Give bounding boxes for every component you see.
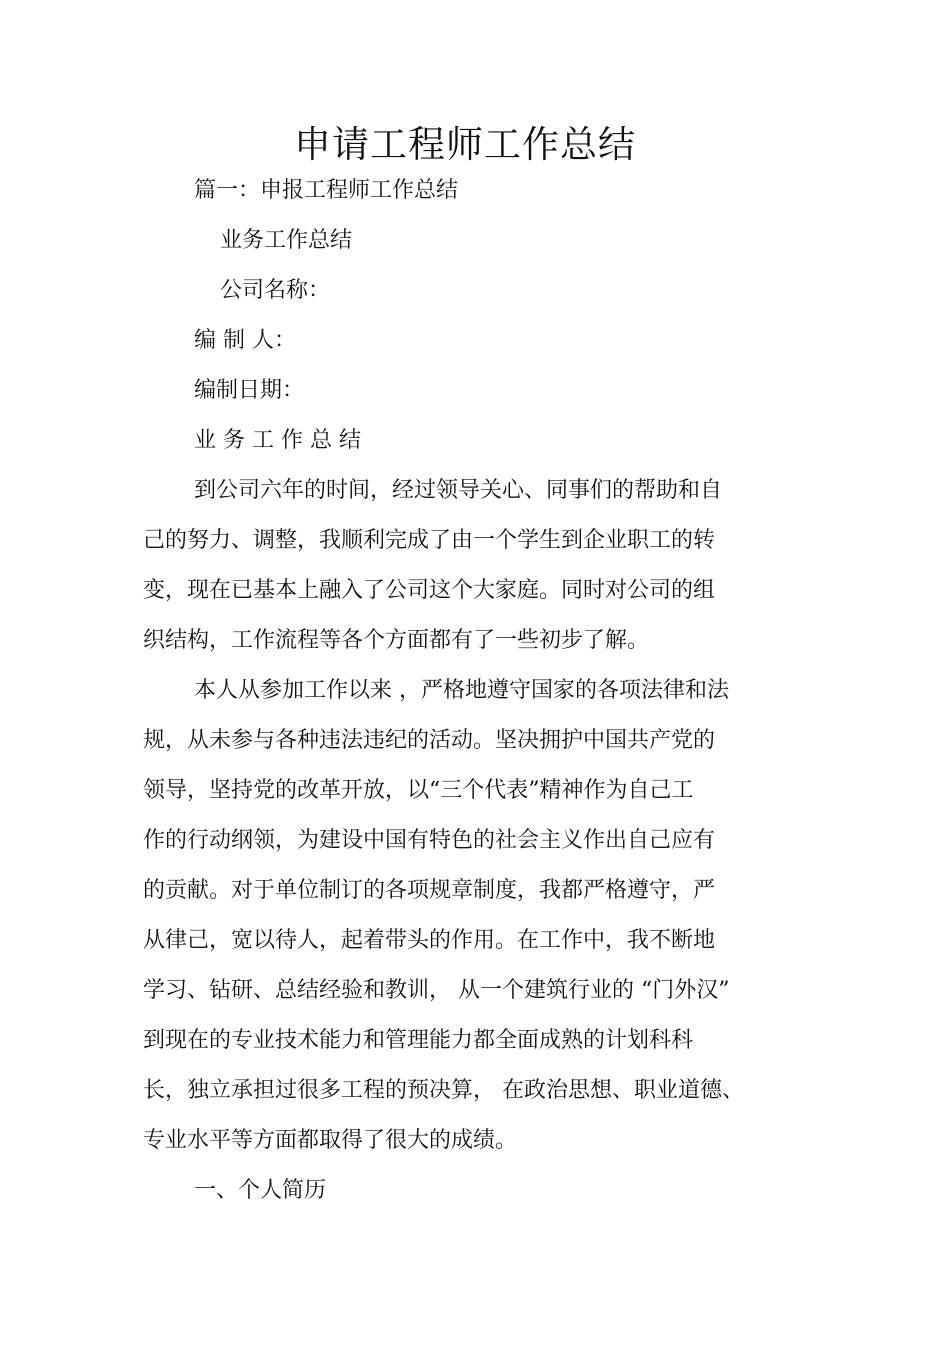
date-label: 编制日期： xyxy=(194,378,305,403)
summary-heading: 业 务 工 作 总 结 xyxy=(194,428,361,453)
paragraph-1-line: 己的努力、调整，我顺利完成了由一个学生到企业职工的转 xyxy=(143,528,716,553)
company-name-label: 公司名称： xyxy=(220,278,331,303)
paragraph-2-line: 本人从参加工作以来 ，严格地遵守国家的各项法律和法 xyxy=(194,678,729,703)
paragraph-2-line: 的贡献。对于单位制订的各项规章制度，我都严格遵守，严 xyxy=(143,878,716,903)
section-heading: 一、个人简历 xyxy=(194,1178,327,1203)
paragraph-2-line: 作的行动纲领，为建设中国有特色的社会主义作出自己应有 xyxy=(143,828,716,853)
paragraph-1-line: 到公司六年的时间，经过领导关心、同事们的帮助和自 xyxy=(194,478,723,503)
document-title: 申请工程师工作总结 xyxy=(294,123,636,166)
paragraph-2-line: 专业水平等方面都取得了很大的成绩。 xyxy=(143,1128,518,1153)
paragraph-2-line: 从律己，宽以待人，起着带头的作用。在工作中，我不断地 xyxy=(143,928,716,953)
author-label: 编 制 人： xyxy=(194,328,296,353)
paragraph-2-line: 学习、钻研、总结经验和教训， 从一个建筑行业的 “门外汉” xyxy=(143,978,730,1003)
paragraph-2-line: 规，从未参与各种违法违纪的活动。坚决拥护中国共产党的 xyxy=(143,728,716,753)
paragraph-2-line: 长，独立承担过很多工程的预决算， 在政治思想、职业道德、 xyxy=(143,1078,744,1103)
paragraph-1-line: 织结构，工作流程等各个方面都有了一些初步了解。 xyxy=(143,628,650,653)
paragraph-2-line: 到现在的专业技术能力和管理能力都全面成熟的计划科科 xyxy=(143,1028,694,1053)
section-label: 篇一：申报工程师工作总结 xyxy=(194,178,459,203)
subtitle: 业务工作总结 xyxy=(220,228,353,253)
paragraph-1-line: 变，现在已基本上融入了公司这个大家庭。同时对公司的组 xyxy=(143,578,716,603)
paragraph-2-line: 领导，坚持党的改革开放，以“三个代表”精神作为自己工 xyxy=(143,778,694,803)
